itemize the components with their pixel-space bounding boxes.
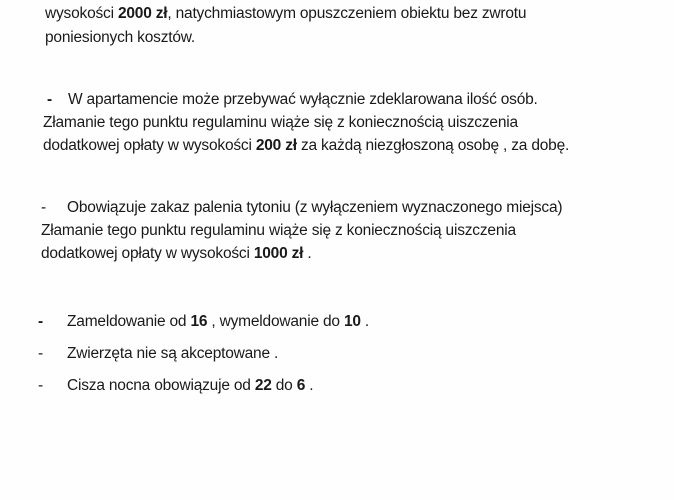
quiet-end-hour: 6 [296, 377, 306, 394]
rule-smoking-line-3 [41, 244, 312, 264]
intro-text: , natychmiastowym opuszczeniem obiektu bez zwrotu [167, 5, 527, 22]
rule-smoking-line-2: Złamanie tego punktu regulaminu wiąże się z koniecznością uiszczenia [41, 222, 516, 239]
bullet-marker: - [38, 377, 43, 394]
intro-text: poniesionych kosztów. [45, 29, 196, 46]
rule-occupancy-title: W apartamencie może przebywać wyłącznie zdeklarowana ilość osób. [68, 91, 538, 108]
rule-text: do [271, 377, 297, 394]
quiet-start-hour: 22 [254, 377, 272, 394]
rule-text: , wymeldowanie do [207, 313, 344, 330]
bullet-marker: - [47, 91, 52, 108]
rule-quiet-hours [67, 376, 313, 396]
fee-amount: 200 zł [255, 137, 297, 154]
intro-line-1 [45, 4, 526, 24]
rule-text: . [303, 245, 312, 262]
rule-pets: Zwierzęta nie są akceptowane . [67, 345, 279, 362]
rule-text: dodatkowej opłaty w wysokości [41, 245, 254, 262]
rule-text: Zameldowanie od [67, 313, 191, 330]
bullet-marker: - [38, 313, 43, 330]
bullet-marker: - [38, 345, 43, 362]
fee-amount: 1000 zł [253, 245, 304, 262]
rule-text: . [360, 313, 370, 330]
rule-text: Cisza nocna obowiązuje od [67, 377, 255, 394]
intro-line-2 [45, 28, 195, 48]
intro-text: wysokości [45, 5, 118, 22]
rule-text: dodatkowej opłaty w wysokości [43, 137, 256, 154]
rule-text: za każdą niezgłoszoną osobę , za dobę. [296, 137, 570, 154]
penalty-amount: 2000 zł [117, 5, 168, 22]
rule-smoking-title: Obowiązuje zakaz palenia tytoniu (z wyłączeniem wyznaczonego miejsca) [67, 199, 563, 216]
rule-occupancy-line-2: Złamanie tego punktu regulaminu wiąże się z koniecznością uiszczenia [43, 114, 518, 131]
rule-checkin-checkout [67, 312, 369, 332]
bullet-marker: - [41, 199, 46, 216]
checkin-hour: 16 [190, 313, 208, 330]
rule-occupancy-line-3 [43, 136, 569, 156]
rule-text: . [305, 377, 314, 394]
checkout-hour: 10 [343, 313, 361, 330]
